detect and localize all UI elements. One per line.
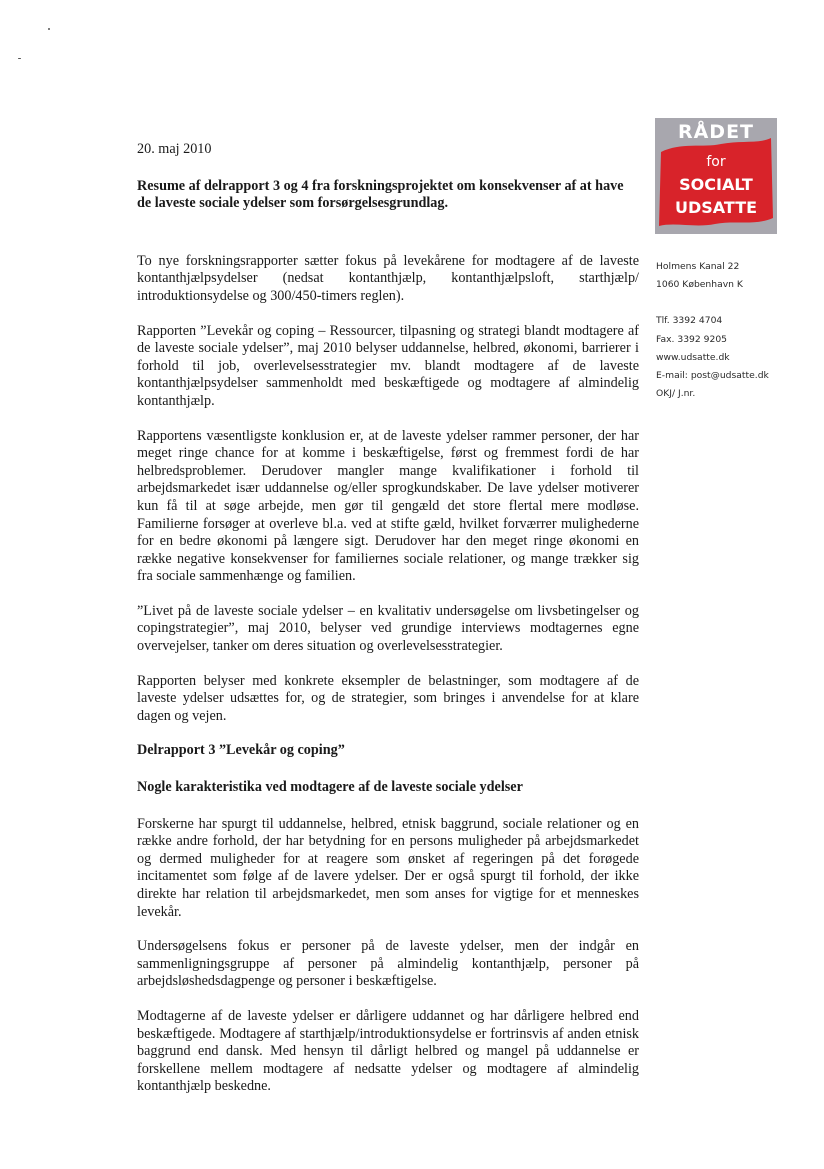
logo-text-line2: for bbox=[706, 154, 726, 170]
section-paragraph: Forskerne har spurgt til uddannelse, helbred, etnisk baggrund, sociale relationer og en række andre forhold, der har betydning for en persons muligheder på arbejdsmarkedet og dermed muligheder for at reagere som ønsket af regeringen på det forøgede incitamentet som følge af de lavere ydelser. Der er også spurgt til forhold, der ikke direkte har relation til arbejdsmarkedet, men som anses for vigtige for et menneskes levekår. bbox=[137, 815, 639, 920]
letter-body bbox=[137, 141, 639, 1113]
section-paragraph: Undersøgelsens fokus er personer på de laveste ydelser, men der indgår en sammenligningsgruppe af personer på almindelig kontanthjælp, personer på arbejdsløshedsdagpenge og personer i beskæftigelse. bbox=[137, 938, 639, 990]
address-line-1: Holmens Kanal 22 bbox=[656, 261, 740, 272]
logo-text-line3: SOCIALT bbox=[679, 175, 753, 194]
document-title: Resume af delrapport 3 og 4 fra forskningsprojektet om konsekvenser af at have de laveste sociale ydelser som forsørgelsesgrundlag. bbox=[137, 177, 624, 212]
logo-text-line4: UDSATTE bbox=[674, 198, 758, 217]
subsection-heading: Nogle karakteristika ved modtagere af de laveste sociale ydelser bbox=[137, 779, 523, 796]
intro-paragraph: To nye forskningsrapporter sætter fokus på levekårene for modtagere af de laveste kontanthjælpsydelser (nedsat kontanthjælp, kontanthjælpsloft, starthjælp/ introduktionsydelse og 300/450-timers reglen). bbox=[137, 252, 639, 304]
section-paragraph: Modtagerne af de laveste ydelser er dårligere uddannet og har dårligere helbred end beskæftigede. Modtagere af starthjælp/introduktionsydelse er fortrinsvis af anden etnisk baggrund end dansk. Med hensyn til dårligt helbred og mangel på uddannelse er forskellene mellem modtagere af nedsatte ydelser og modtagere af almindelig kontanthjælp beskedne. bbox=[137, 1007, 639, 1095]
fax-number: Fax. 3392 9205 bbox=[656, 333, 728, 345]
intro-paragraph: Rapportens væsentligste konklusion er, at de laveste ydelser rammer personer, der har meget ringe chance for at komme i beskæftigelse, først og fremmest fordi de har helbredsproblemer. Derudover mangler mange kvalifikationer i forhold til arbejdsmarkedet især uddannelse og/eller sprogkundskaber. De lave ydelser motiverer kun få til at søge arbejde, men gør til gengæld det store flertal mere modløse. Familierne forsøger at overleve bl.a. ved at stifte gæld, hvilket forværrer mulighederne for en bedre økonomi på længere sigt. Derudover har den meget ringe økonomi en række negative konsekvenser for familiernes sociale relationer, og mange trækker sig fra sociale sammenhænge og familien. bbox=[137, 427, 639, 585]
phone-number: Tlf. 3392 4704 bbox=[656, 315, 723, 327]
intro-paragraph: Rapporten ”Levekår og coping – Ressourcer, tilpasning og strategi blandt modtagere af de laveste sociale ydelser”, maj 2010 belyser uddannelse, helbred, økonomi, barrierer i forhold til job, overlevelsesstrategier mv. blandt modtagere af de laveste kontanthjælpsydelser sammenholdt med beskæftigede og modtagere af almindelig kontanthjælp. bbox=[137, 322, 639, 409]
raadet-logo-graphic bbox=[655, 118, 777, 234]
sender-contact-block bbox=[656, 258, 806, 403]
section-heading: Delrapport 3 ”Levekår og coping” bbox=[137, 742, 345, 759]
logo-text-line1: RÅDET bbox=[677, 121, 755, 143]
email-link[interactable]: E-mail: post@udsatte.dk bbox=[656, 370, 769, 382]
intro-paragraph: ”Livet på de laveste sociale ydelser – en kvalitativ undersøgelse om livsbetingelser og copingstrategier”, maj 2010, belyser ved grundige interviews modtagernes egne overvejelser, tanker om deres situation og overlevelsesstrategier. bbox=[137, 602, 639, 655]
website-link[interactable]: www.udsatte.dk bbox=[656, 351, 730, 363]
reference-number: OKJ/ J.nr. bbox=[656, 388, 696, 400]
address-line-2: 1060 København K bbox=[656, 279, 743, 291]
raadet-logo bbox=[655, 118, 777, 234]
scan-speck bbox=[48, 28, 50, 30]
scan-speck bbox=[18, 58, 21, 59]
intro-paragraph: Rapporten belyser med konkrete eksempler de belastninger, som modtagere af de laveste ydelser udsættes for, og de strategier, som bringes i anvendelse for at klare dagen og vejen. bbox=[137, 672, 639, 724]
letter-date: 20. maj 2010 bbox=[137, 141, 212, 157]
